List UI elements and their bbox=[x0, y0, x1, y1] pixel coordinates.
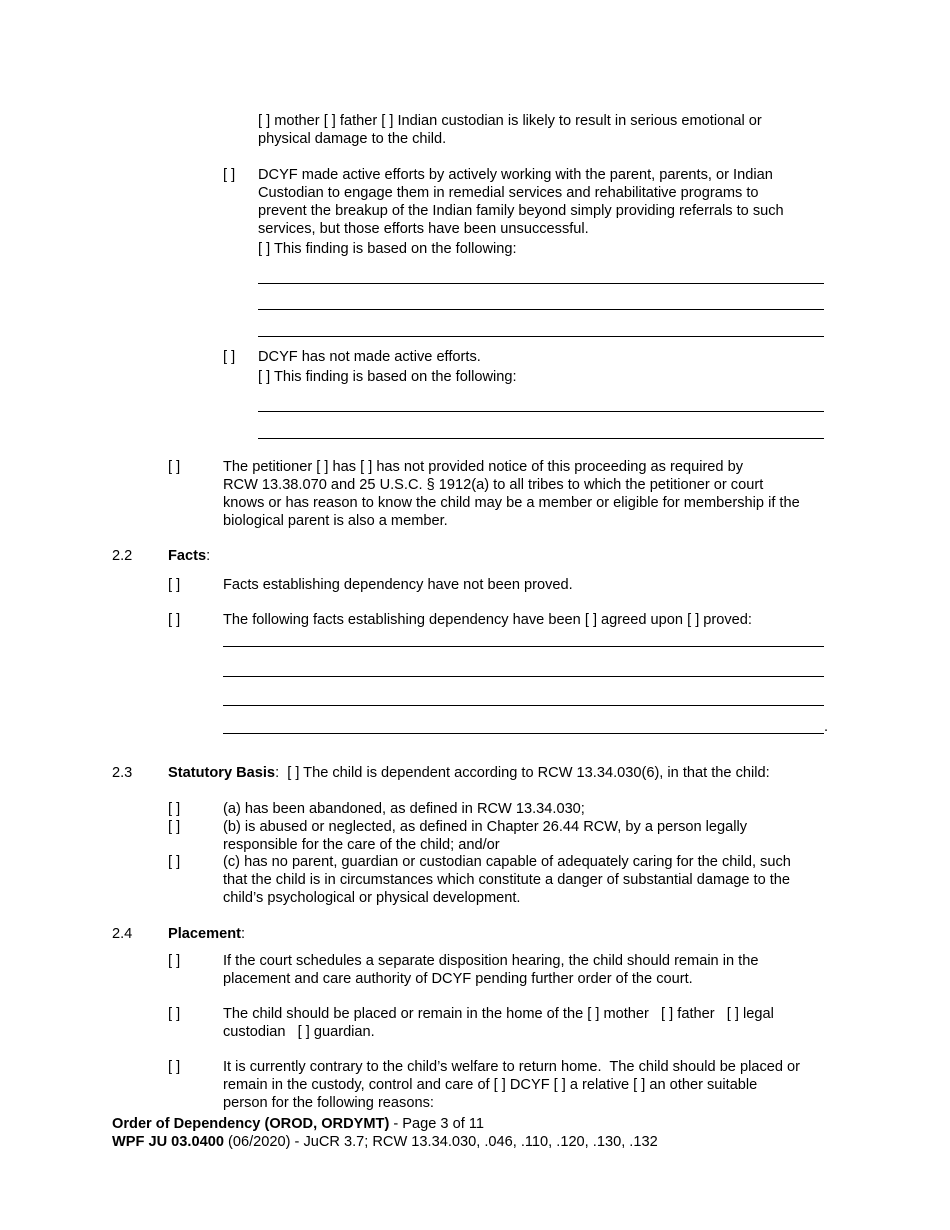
no-parent-line-1: (c) has no parent, guardian or custodian capable of adequately caring for the child, such bbox=[223, 854, 791, 870]
active-efforts-line-3: prevent the breakup of the Indian family beyond simply providing referrals to such bbox=[258, 203, 784, 219]
home-placement-line-1: The child should be placed or remain in the home of the [ ] mother [ ] father [ ] legal bbox=[223, 1006, 774, 1022]
footer-title: Order of Dependency (OROD, ORDYMT) - Page 3 of 11 bbox=[112, 1116, 484, 1132]
contrary-to-welfare-line-2: remain in the custody, control and care of [ ] DCYF [ ] a relative [ ] an other suitable bbox=[223, 1077, 758, 1093]
notice-line-4: biological parent is also a member. bbox=[223, 513, 448, 529]
blank-line[interactable] bbox=[258, 411, 824, 412]
continuation-line-1: [ ] mother [ ] father [ ] Indian custodian is likely to result in serious emotional or bbox=[258, 113, 762, 129]
notice-line-1: The petitioner [ ] has [ ] has not provided notice of this proceeding as required by bbox=[223, 459, 744, 475]
blank-line[interactable] bbox=[223, 733, 824, 734]
facts-not-proved-text: Facts establishing dependency have not been proved. bbox=[223, 577, 573, 593]
abused-line-1: (b) is abused or neglected, as defined in Chapter 26.44 RCW, by a person legally bbox=[223, 819, 748, 835]
section-heading-facts: Facts: bbox=[168, 548, 211, 564]
facts-not-proved-checkbox[interactable]: [ ] bbox=[168, 577, 181, 593]
abandoned-text: (a) has been abandoned, as defined in RCW 13.34.030; bbox=[223, 801, 585, 817]
disposition-hearing-checkbox[interactable]: [ ] bbox=[168, 953, 181, 969]
notice-checkbox[interactable]: [ ] bbox=[168, 459, 181, 475]
section-number-2-4: 2.4 bbox=[112, 926, 133, 942]
active-efforts-basis[interactable]: [ ] This finding is based on the following: bbox=[258, 241, 517, 257]
active-efforts-line-1: DCYF made active efforts by actively working with the parent, parents, or Indian bbox=[258, 167, 773, 183]
section-heading-placement: Placement: bbox=[168, 926, 246, 942]
contrary-to-welfare-checkbox[interactable]: [ ] bbox=[168, 1059, 181, 1075]
no-active-efforts-text: DCYF has not made active efforts. bbox=[258, 349, 481, 365]
notice-line-2: RCW 13.38.070 and 25 U.S.C. § 1912(a) to all tribes to which the petitioner or court bbox=[223, 477, 764, 493]
disposition-hearing-line-2: placement and care authority of DCYF pending further order of the court. bbox=[223, 971, 693, 987]
no-active-efforts-checkbox[interactable]: [ ] bbox=[223, 349, 236, 365]
home-placement-line-2: custodian [ ] guardian. bbox=[223, 1024, 375, 1040]
blank-line[interactable] bbox=[223, 676, 824, 677]
disposition-hearing-line-1: If the court schedules a separate disposition hearing, the child should remain in the bbox=[223, 953, 759, 969]
blank-line[interactable] bbox=[258, 336, 824, 337]
active-efforts-line-2: Custodian to engage them in remedial services and rehabilitative programs to bbox=[258, 185, 759, 201]
notice-line-3: knows or has reason to know the child may be a member or eligible for membership if the bbox=[223, 495, 800, 511]
abandoned-checkbox[interactable]: [ ] bbox=[168, 801, 181, 817]
no-parent-checkbox[interactable]: [ ] bbox=[168, 854, 181, 870]
section-heading-statutory-basis: Statutory Basis: [ ] The child is dependent according to RCW 13.34.030(6), in that the child: bbox=[168, 765, 770, 781]
section-number-2-2: 2.2 bbox=[112, 548, 133, 564]
abused-line-2: responsible for the care of the child; and/or bbox=[223, 837, 500, 853]
active-efforts-line-4: services, but those efforts have been unsuccessful. bbox=[258, 221, 589, 237]
contrary-to-welfare-line-3: person for the following reasons: bbox=[223, 1095, 434, 1111]
facts-end-period: . bbox=[824, 719, 829, 735]
facts-proved-text: The following facts establishing dependency have been [ ] agreed upon [ ] proved: bbox=[223, 612, 752, 628]
no-parent-line-2: that the child is in circumstances which constitute a danger of substantial damage to the bbox=[223, 872, 791, 888]
abused-checkbox[interactable]: [ ] bbox=[168, 819, 181, 835]
blank-line[interactable] bbox=[223, 705, 824, 706]
blank-line[interactable] bbox=[258, 309, 824, 310]
home-placement-checkbox[interactable]: [ ] bbox=[168, 1006, 181, 1022]
no-active-efforts-basis[interactable]: [ ] This finding is based on the following: bbox=[258, 369, 517, 385]
contrary-to-welfare-line-1: It is currently contrary to the child’s welfare to return home. The child should be placed or bbox=[223, 1059, 801, 1075]
blank-line[interactable] bbox=[223, 646, 824, 647]
facts-proved-checkbox[interactable]: [ ] bbox=[168, 612, 181, 628]
section-number-2-3: 2.3 bbox=[112, 765, 133, 781]
active-efforts-checkbox[interactable]: [ ] bbox=[223, 167, 236, 183]
no-parent-line-3: child’s psychological or physical development. bbox=[223, 890, 521, 906]
continuation-line-2: physical damage to the child. bbox=[258, 131, 447, 147]
blank-line[interactable] bbox=[258, 438, 824, 439]
footer-form-info: WPF JU 03.0400 (06/2020) - JuCR 3.7; RCW 13.34.030, .046, .110, .120, .130, .132 bbox=[112, 1134, 658, 1150]
blank-line[interactable] bbox=[258, 283, 824, 284]
